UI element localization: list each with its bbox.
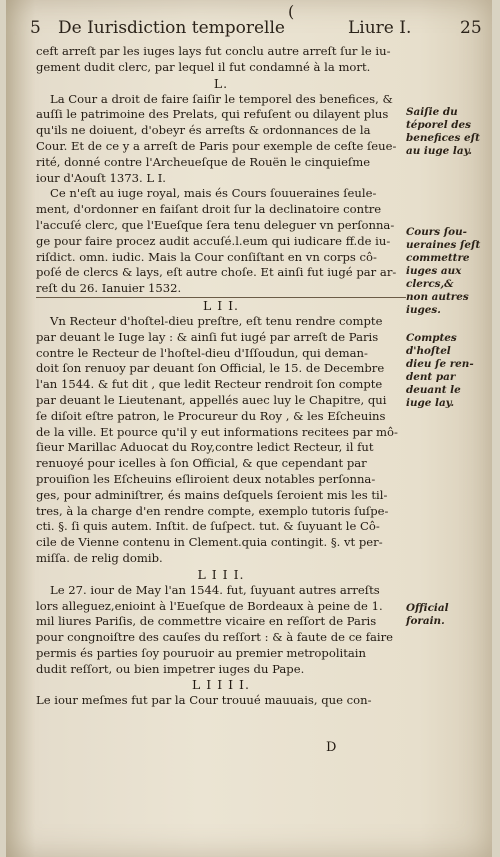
margin-note-line: benefices eſt xyxy=(406,132,480,144)
text-line: riſdict. omn. iudic. Mais la Cour conſiſtant en vn corps cô- xyxy=(36,249,377,264)
section-number: L I I I I. xyxy=(192,677,250,693)
text-line: ſe diſoit eſtre patron, le Procureur du Roy , & les Eſcheuins xyxy=(36,408,386,423)
section-number: L. xyxy=(213,75,229,91)
section-number: L I I I. xyxy=(197,566,245,582)
text-line: iour d'Aouſt 1373. L I. xyxy=(36,170,166,185)
text-line: tres, à la charge d'en rendre compte, exemplo tutoris ſuſpe- xyxy=(36,503,389,518)
margin-note xyxy=(406,106,482,158)
text-line: par deuant le Iuge lay : & ainſi fut iugé par arreſt de Paris xyxy=(36,329,379,344)
margin-note-line: téporel des xyxy=(406,119,471,131)
folio-left: 5 xyxy=(30,18,41,38)
text-line: de la ville. Et pource qu'il y eut informations recitees par mô- xyxy=(36,424,398,439)
margin-note-line: Cours ſou- xyxy=(406,226,467,238)
text-line: gement dudit clerc, par lequel il fut condamné à la mort. xyxy=(36,59,371,74)
text-line: auſſi le patrimoine des Prelats, qui refuſent ou dilayent plus xyxy=(36,107,389,122)
margin-note xyxy=(406,226,482,317)
margin-note-line: iuge lay. xyxy=(406,397,455,409)
text-line: rité, donné contre l'Archeueſque de Rouën le cinquieſme xyxy=(36,154,371,169)
text-line: ment, d'ordonner en faiſant droit ſur la declinatoire contre xyxy=(36,202,382,217)
margin-note xyxy=(406,332,482,410)
text-line: lors alleguez,enioint à l'Eueſque de Bordeaux à peine de 1. xyxy=(36,598,383,613)
margin-note-line: iuges aux xyxy=(406,265,462,277)
text-line: pour congnoiſtre des cauſes du reſſort : & à faute de ce faire xyxy=(36,630,394,645)
margin-note-line: iuges. xyxy=(406,304,441,316)
margin-note-line: Official xyxy=(406,602,449,614)
margin-note-line: deuant le xyxy=(406,384,461,396)
book-number: Liure I. xyxy=(348,18,412,38)
text-line: La Cour a droit de faire ſaiſir le temporel des benefices, & xyxy=(50,91,393,106)
margin-note-line: au iuge lay. xyxy=(406,145,473,157)
text-line: cti. §. ſi quis autem. Inſtit. de ſuſpect. tut. & ſuyuant le Cô- xyxy=(36,519,380,534)
running-title: De Iurisdiction temporelle xyxy=(58,18,285,38)
margin-note-line: Comptes xyxy=(406,332,457,344)
book-page xyxy=(6,0,492,857)
text-line: renuoyé pour icelles à ſon Official, & que cependant par xyxy=(36,456,367,471)
text-line: ge pour faire procez audit accuſé.l.eum qui iudicare ff.de iu- xyxy=(36,233,391,248)
margin-note-line: non autres xyxy=(406,291,469,303)
text-line: Vn Recteur d'hoſtel-dieu preſtre, eſt tenu rendre compte xyxy=(50,313,383,328)
folio-right: 25 xyxy=(460,18,482,38)
catchword: D xyxy=(326,740,337,755)
text-line: reſt du 26. Ianuier 1532. xyxy=(36,281,182,296)
text-line: mil liures Pariſis, de commettre vicaire en reſſort de Paris xyxy=(36,614,377,629)
header-paren: ( xyxy=(288,2,295,21)
margin-note-line: dieu ſe ren- xyxy=(406,358,474,370)
margin-note-line: forain. xyxy=(406,615,445,627)
text-line: miſſa. de relig domib. xyxy=(36,550,163,565)
margin-note-line: d'hoſtel xyxy=(406,345,451,357)
margin-note xyxy=(406,602,482,628)
text-line: doit ſon renuoy par deuant ſon Official, le 15. de Decembre xyxy=(36,361,385,376)
text-line: ſieur Marillac Aduocat du Roy,contre ledict Recteur, il fut xyxy=(36,440,374,455)
text-line: l'accuſé clerc, que l'Eueſque ſera tenu deleguer vn perſonna- xyxy=(36,217,395,232)
text-line: l'an 1544. & fut dit , que ledit Recteur rendroit ſon compte xyxy=(36,377,383,392)
text-line: Le iour meſmes fut par la Cour trouué mauuais, que con- xyxy=(36,693,372,708)
margin-note-line: commettre xyxy=(406,252,470,264)
text-line: ges, pour adminiſtrer, és mains deſquels ſeroient mis les til- xyxy=(36,487,388,502)
text-line: ceft arreſt par les iuges lays fut conclu autre arreſt ſur le iu- xyxy=(36,44,391,58)
text-line: par deuant le Lieutenant, appellés auec luy le Chapitre, qui xyxy=(36,392,387,407)
text-line: cile de Vienne contenu in Clement.quia contingit. §. vt per- xyxy=(36,535,383,550)
margin-note-line: dent par xyxy=(406,371,456,383)
main-text-column xyxy=(36,44,406,709)
section-number: L I I. xyxy=(202,297,240,313)
text-line: Le 27. iour de May l'an 1544. fut, ſuyuant autres arreſts xyxy=(50,582,380,597)
text-line: qu'ils ne doiuent, d'obeyr és arreſts & ordonnances de la xyxy=(36,123,371,138)
text-line: poſé de clercs & lays, eſt autre choſe. Et ainſi fut iugé par ar- xyxy=(36,265,397,280)
margin-note-line: clercs,& xyxy=(406,278,454,290)
text-line: permis és parties ſoy pouruoir au premier metropolitain xyxy=(36,645,366,660)
text-line: Cour. Et de ce y a arreſt de Paris pour exemple de ceſte ſeue- xyxy=(36,138,397,153)
margin-note-line: Saiſie du xyxy=(406,106,458,118)
text-line: Ce n'eſt au iuge royal, mais és Cours ſouueraines ſeule- xyxy=(50,186,377,201)
text-line: dudit reſſort, ou bien impetrer iuges du Pape. xyxy=(36,661,305,676)
text-line: contre le Recteur de l'hoſtel-dieu d'Iſſoudun, qui deman- xyxy=(36,345,368,360)
margin-note-line: ueraines ſeſt xyxy=(406,239,481,251)
text-line: prouiſion les Eſcheuins eſliroient deux notables perſonna- xyxy=(36,471,376,486)
